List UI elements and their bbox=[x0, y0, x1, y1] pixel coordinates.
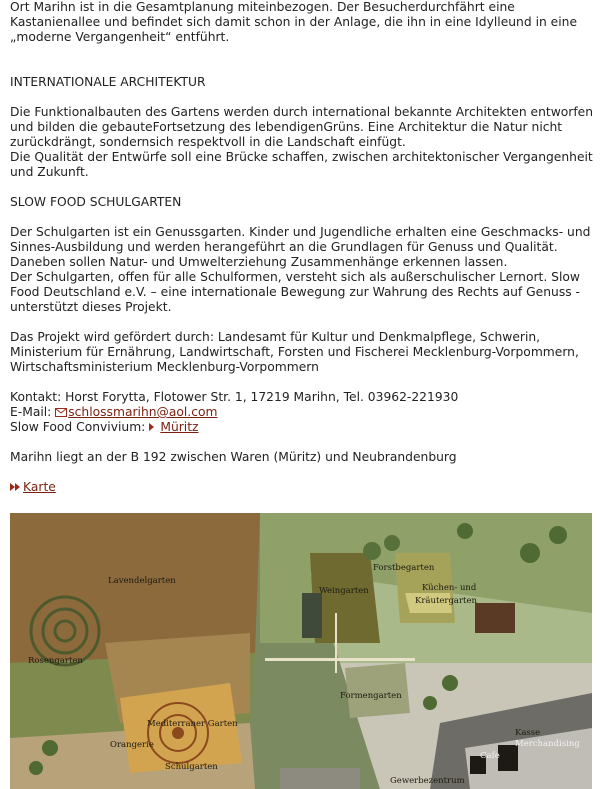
heading-architektur: INTERNATIONALE ARCHITEKTUR bbox=[10, 75, 206, 89]
email-link[interactable]: schlossmarihn@aol.com bbox=[68, 405, 218, 419]
garden-plan-map bbox=[10, 513, 592, 789]
label-forstgarten: Forstbegarten bbox=[373, 563, 435, 573]
label-kuechen-2: Kräutergarten bbox=[415, 596, 477, 606]
article bbox=[10, 0, 602, 495]
label-gewerbezentrum: Gewerbezentrum bbox=[390, 776, 465, 786]
schulgarten-paragraph-2: Der Schulgarten, offen für alle Schulformen, versteht sich als außerschulischer Lernort. Slow Food Deutschland e.V. – eine internationale Bewegung zur Wahrung des Rechts auf Genuss - unterstützt dieses Projekt. bbox=[10, 270, 580, 314]
label-mediterraner-garten: Mediterraner Garten bbox=[147, 719, 238, 729]
email-row bbox=[10, 405, 602, 420]
intro-paragraph: Ort Marihn ist in die Gesamtplanung miteinbezogen. Der Besucherdurchfährt eine Kastanienallee und befindet sich damit schon in der Anlage, die ihn in eine Idylleund in eine „moderne Vergangenheit“ entführt. bbox=[10, 0, 578, 44]
double-arrow-right-icon bbox=[10, 483, 21, 491]
architektur-paragraph-1: Die Funktionalbauten des Gartens werden durch international bekannte Architekten entworfen und bilden die gebauteFortsetzung des lebendigenGrüns. Eine Architektur die Natur nicht zurückdrängt, sondernsich respektvoll in die Landschaft einfügt. bbox=[10, 105, 594, 149]
karte-row bbox=[10, 480, 602, 495]
label-lavendelgarten: Lavendelgarten bbox=[108, 576, 176, 586]
arrow-right-icon bbox=[149, 423, 154, 431]
foerderung-paragraph: Das Projekt wird gefördert durch: Landesamt für Kultur und Denkmalpflege, Schwerin, Ministerium für Ernährung, Landwirtschaft, Forsten und Fischerei Mecklenburg-Vorpommern, Wirtschaftsministerium Mecklenburg-Vorpommern bbox=[10, 330, 579, 374]
schulgarten-paragraph-1: Der Schulgarten ist ein Genussgarten. Kinder und Jugendliche erhalten eine Geschmacks- und Sinnes-Ausbildung und werden herangeführt an die Grundlagen für Genuss und Qualität. Daneben sollen Natur- und Umwelterziehung Zusammenhänge erkennen lassen. bbox=[10, 225, 591, 269]
mail-icon bbox=[55, 408, 67, 417]
garden-plan-drawing bbox=[10, 513, 592, 789]
karte-link[interactable]: Karte bbox=[23, 480, 56, 494]
convivium-label: Slow Food Convivium: bbox=[10, 420, 146, 434]
lage-paragraph: Marihn liegt an der B 192 zwischen Waren (Müritz) und Neubrandenburg bbox=[10, 450, 457, 464]
heading-schulgarten: SLOW FOOD SCHULGARTEN bbox=[10, 195, 182, 209]
label-merchandising: Merchandising bbox=[515, 739, 580, 749]
label-formengarten: Formengarten bbox=[340, 691, 402, 701]
architektur-paragraph-2: Die Qualität der Entwürfe soll eine Brücke schaffen, zwischen architektonischer Vergangenheit und Zukunft. bbox=[10, 150, 593, 179]
label-schulgarten: Schulgarten bbox=[165, 762, 218, 772]
label-weingarten: Weingarten bbox=[319, 586, 369, 596]
convivium-row bbox=[10, 420, 602, 435]
email-label: E-Mail: bbox=[10, 405, 52, 419]
label-cafe: Cafe bbox=[480, 751, 500, 761]
convivium-link[interactable]: Müritz bbox=[160, 420, 199, 434]
label-kasse: Kasse bbox=[515, 728, 541, 738]
label-kuechen-1: Küchen- und bbox=[422, 583, 477, 593]
label-orangerie: Orangerie bbox=[110, 740, 154, 750]
contact-line: Kontakt: Horst Forytta, Flotower Str. 1, 17219 Marihn, Tel. 03962-221930 bbox=[10, 390, 459, 404]
label-rosengarten: Rosengarten bbox=[28, 656, 83, 666]
